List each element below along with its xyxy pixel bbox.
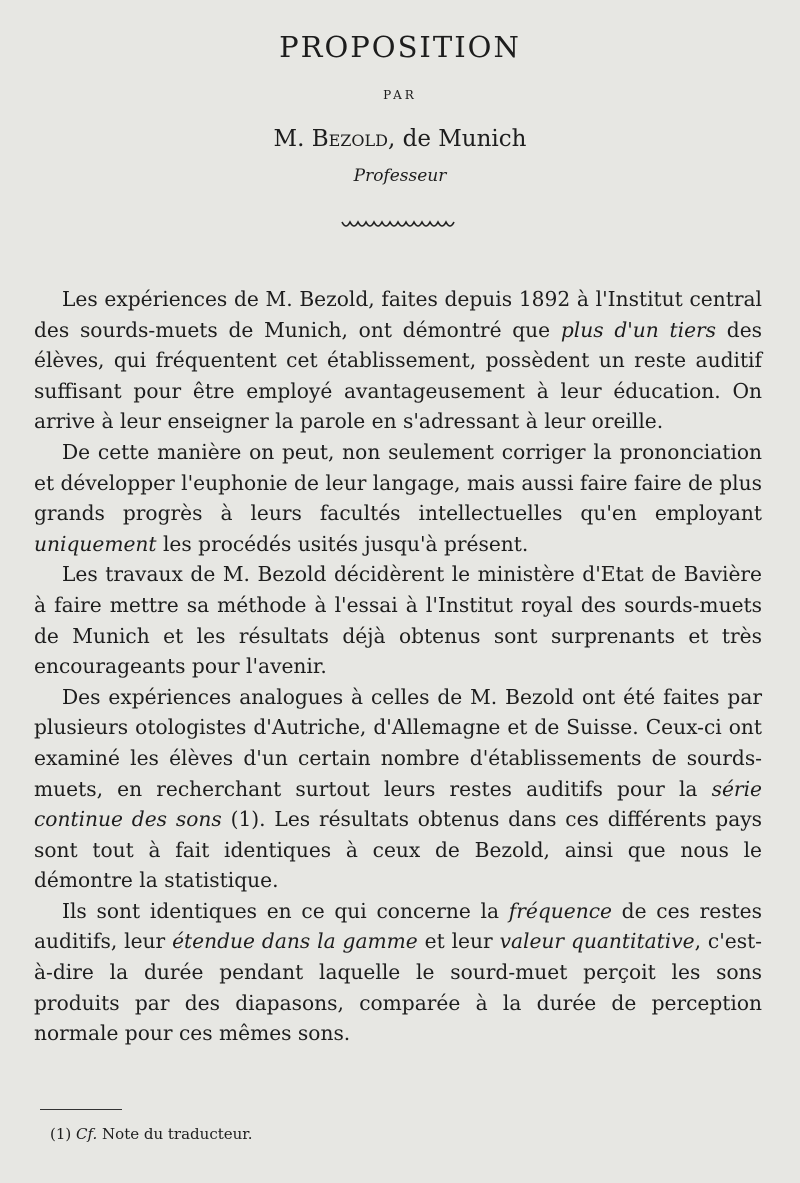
p5-text-c: et leur xyxy=(417,929,500,954)
author-line xyxy=(0,126,800,152)
p1-text-b: des élèves, qui fréquentent cet établissement, possèdent un reste auditif suffisant pour être employé avantageusement à leur éducation. On arrive à leur enseigner la parole en s'adressant à leur oreille. xyxy=(34,317,762,434)
p2-emphasis: uniquement xyxy=(34,531,157,556)
footnote-text: Note du traducteur. xyxy=(97,1125,253,1143)
paragraph-5 xyxy=(34,896,762,1049)
footnote-marker: (1) xyxy=(50,1125,77,1143)
p5-text-d: , c'est-à-dire la durée pendant laquelle le sourd-muet perçoit les sons produits par des diapasons, comparée à la durée de perception normale pour ces mêmes sons. xyxy=(34,929,762,1046)
author-name: Bezold xyxy=(311,126,388,152)
wave-ornament-icon xyxy=(340,214,460,234)
footnote-cf: Cf. xyxy=(76,1125,98,1143)
p4-text-b: (1). Les résultats obtenus dans ces différents pays sont tout à fait identiques à ceux de Bezold, ainsi que nous le démontre la statistique. xyxy=(34,807,763,893)
author-role: Professeur xyxy=(353,166,447,186)
paragraph-1 xyxy=(34,284,762,437)
by-line: PAR xyxy=(383,88,417,102)
p5-emphasis-2: étendue dans la gamme xyxy=(172,929,418,954)
article-body xyxy=(34,284,762,1049)
p2-text-b: les procédés usités jusqu'à présent. xyxy=(156,531,529,556)
page-title: PROPOSITION xyxy=(279,30,521,64)
p4-text-a: Des expériences analogues à celles de M. Bezold ont été faites par plusieurs otologistes d'Autriche, d'Allemagne et de Suisse. Ceux-ci ont examiné les élèves d'un certain nombre d'établissements de sourds-muets, en recherchant surtout leurs restes auditifs pour la xyxy=(34,684,762,801)
p5-text-b: de ces restes auditifs, leur xyxy=(34,898,762,954)
paragraph-4 xyxy=(34,682,762,896)
p4-emphasis: série continue des sons xyxy=(34,776,762,832)
paragraph-3: Les travaux de M. Bezold décidèrent le ministère d'Etat de Bavière à faire mettre sa méthode à l'essai à l'Institut royal des sourds-muets de Munich et les résultats déjà obtenus sont surprenants et très encourageants pour l'avenir. xyxy=(34,562,762,679)
p1-text-a: Les expériences de M. Bezold, faites depuis 1892 à l'Institut central des sourds-muets de Munich, ont démontré que xyxy=(34,287,762,342)
p1-emphasis: plus d'un tiers xyxy=(560,317,717,342)
footnote-divider xyxy=(40,1109,122,1110)
p5-text-a: Ils sont identiques en ce qui concerne la xyxy=(62,898,509,923)
footnote xyxy=(50,1125,253,1143)
author-suffix: , de Munich xyxy=(387,126,527,152)
author-prefix: M. xyxy=(273,126,312,152)
p5-emphasis-1: fréquence xyxy=(508,898,612,923)
paragraph-2 xyxy=(34,437,762,559)
p5-emphasis-3: valeur quantitative xyxy=(499,929,695,954)
p2-text-a: De cette manière on peut, non seulement corriger la prononciation et développer l'euphonie de leur langage, mais aussi faire faire de plus grands progrès à leurs facultés intellectuelles qu'en employant xyxy=(34,439,762,526)
